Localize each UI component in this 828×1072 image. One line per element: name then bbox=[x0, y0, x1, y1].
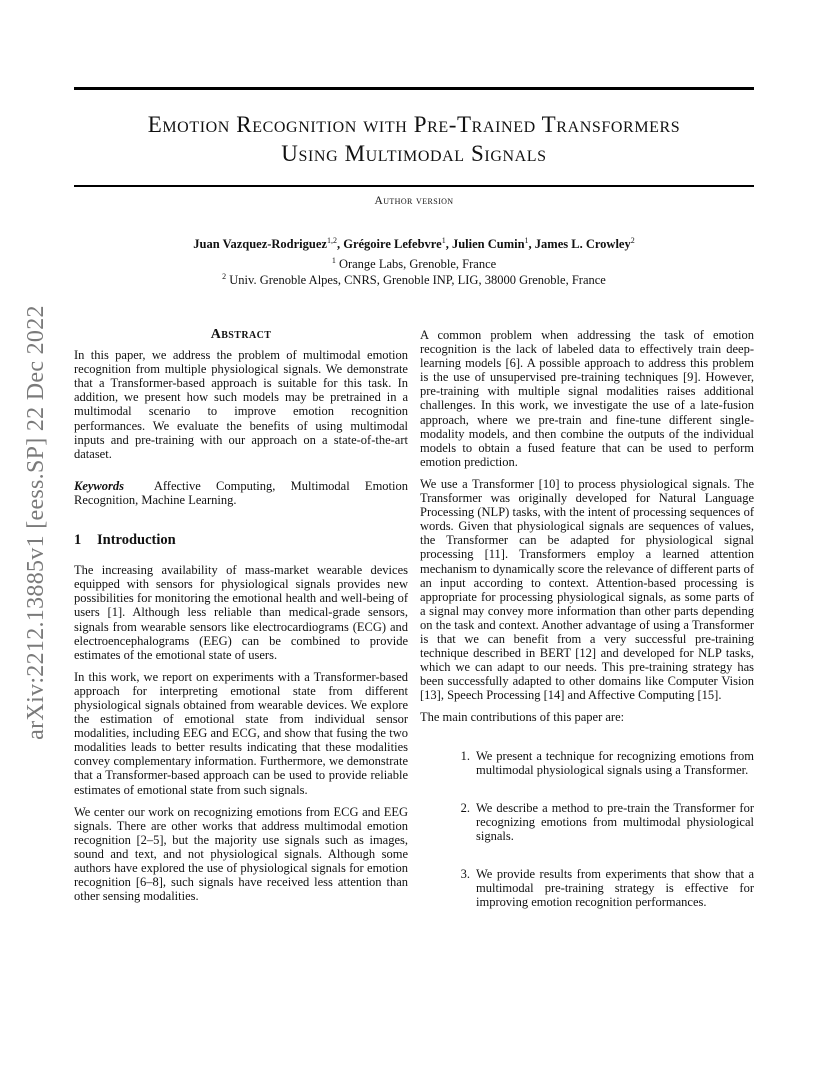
author-separator: , bbox=[528, 237, 535, 252]
affiliation-text: Orange Labs, Grenoble, France bbox=[338, 257, 497, 272]
intro-paragraph: We center our work on recognizing emotions from ECG and EEG signals. There are other works that address multimodal emotion recognition [2–5], but the majority use signals such as images, sound and text, and not physiological signals. Although some authors have explored the use of physiological signals for emotion recognition [6–8], such signals have received less attention than other sensing modalities. bbox=[74, 804, 408, 904]
author-separator: , bbox=[445, 237, 452, 252]
arxiv-identifier-text: arXiv:2212.13885v1 [eess.SP] 22 Dec 2022 bbox=[22, 304, 49, 740]
author-name: Juan Vazquez-Rodriguez bbox=[193, 237, 327, 252]
author-name: Grégoire Lefebvre bbox=[343, 237, 442, 252]
contribution-text: We present a technique for recognizing emotions from multimodal physiological signals using a Transformer. bbox=[476, 748, 754, 777]
arxiv-identifier bbox=[22, 272, 50, 772]
affiliation-text: Univ. Grenoble Alpes, CNRS, Grenoble INP, LIG, 38000 Grenoble, France bbox=[229, 273, 606, 288]
abstract-heading: Abstract bbox=[210, 327, 272, 342]
contribution-text: We describe a method to pre-train the Transformer for recognizing emotions from multimodal physiological signals. bbox=[476, 800, 754, 843]
author-affil-mark: 1,2 bbox=[326, 236, 337, 245]
author-separator: , bbox=[336, 237, 344, 252]
intro-paragraph: A common problem when addressing the task of emotion recognition is the lack of labeled data to effectively train deep-learning models [6]. A possible approach to address this problem is the use of unsupervised pre-training techniques [9]. However, pre-training with multiple signal modalities raises additional challenges. In this work, we investigate the use of a late-fusion approach, where we pre-train and fine-tune different single-modality models, and then combine the outputs of the individual models to obtain a fused feature that can be used to perform emotion prediction. bbox=[420, 328, 754, 469]
title-rule-top bbox=[74, 87, 754, 90]
version-label: Author version bbox=[374, 195, 454, 207]
keywords-text: Affective Computing, Multimodal Emotion Recognition, Machine Learning. bbox=[74, 478, 408, 507]
affiliation-1 bbox=[74, 256, 754, 272]
contribution-number: 2. bbox=[460, 800, 470, 815]
section-heading-introduction bbox=[74, 533, 408, 547]
keywords bbox=[74, 479, 408, 507]
paper-title-line2: Using Multimodal Signals bbox=[281, 141, 547, 166]
section-number: 1 bbox=[74, 532, 82, 549]
abstract-text: In this paper, we address the problem of multimodal emotion recognition from multiple physiological signals. We demonstrate that a Transformer-based approach is suitable for this task. In addition, we present how such models may be pretrained in a multimodal scenario to improve emotion recognition performances. We evaluate the benefits of using multimodal inputs and pre-training with our approach on a state-of-the-art dataset. bbox=[74, 348, 408, 461]
intro-paragraph: We use a Transformer [10] to process physiological signals. The Transformer was originally developed for Natural Language Processing (NLP) tasks, with the intent of processing sequences of words. Given that physiological signals are sequences of values, the Transformer can be adapted for physiological signal processing [11]. Transformers employ a learned attention mechanism to dynamically score the relevance of different parts of an input according to context. Attention-based processing is appropriate for processing physiological signals, as some parts of a signal may convey more information than other parts depending on the task and context. Another advantage of using a Transformer is that we can benefit from a very successful pre-training technique described in BERT [12] and developed for NLP tasks, which we can adapt to our needs. This pre-training strategy has been successfully adapted to other domains like Computer Vision [13], Speech Processing [14] and Affective Computing [15]. bbox=[420, 476, 755, 703]
paper-title bbox=[74, 110, 754, 168]
affiliation-2 bbox=[74, 272, 754, 288]
affiliation-mark: 1 bbox=[331, 256, 336, 265]
contribution-number: 1. bbox=[460, 748, 470, 763]
author-affil-mark: 2 bbox=[630, 236, 635, 245]
author-name: Julien Cumin bbox=[451, 237, 525, 252]
left-column bbox=[74, 328, 408, 911]
section-title: Introduction bbox=[97, 532, 176, 549]
affiliation-mark: 2 bbox=[222, 272, 227, 281]
author-affil-mark: 1 bbox=[441, 236, 446, 245]
contribution-item bbox=[420, 749, 754, 777]
contribution-text: We provide results from experiments that show that a multimodal pre-training strategy is effective for improving emotion recognition performances. bbox=[476, 867, 754, 910]
intro-paragraph: In this work, we report on experiments with a Transformer-based approach for interpreting emotional state from different physiological signals obtained from wearable devices. We explore the estimation of emotional state from individual sensor modalities, including EEG and ECG, and show that fusing the two modalities leads to better results indicating that these modalities convey complementary information. Furthermore, we demonstrate that a Transformer-based approach can be used to provide reliable estimates of emotional state from such signals. bbox=[74, 669, 408, 797]
paper-title-line1: Emotion Recognition with Pre-Trained Transformers bbox=[147, 112, 681, 137]
intro-paragraph: The main contributions of this paper are: bbox=[420, 710, 625, 725]
right-column bbox=[420, 328, 754, 933]
contribution-item bbox=[420, 801, 754, 843]
author-list bbox=[74, 236, 754, 252]
intro-paragraph: The increasing availability of mass-market wearable devices equipped with sensors for physiological signals provides new possibilities for monitoring the emotional health and well-being of users [1]. Although less reliable than medical-grade sensors, signals from wearable sensors like electrocardiograms (ECG) and electroencephalograms (EEG) can be combined to provide estimates of the emotional state of users. bbox=[74, 563, 408, 662]
author-affil-mark: 1 bbox=[524, 236, 529, 245]
author-name: James L. Crowley bbox=[534, 237, 631, 252]
keywords-label: Keywords bbox=[74, 478, 124, 493]
contribution-item bbox=[420, 867, 754, 909]
contributions-list bbox=[420, 749, 754, 910]
contribution-number: 3. bbox=[460, 867, 470, 881]
title-rule-bottom bbox=[74, 185, 754, 187]
